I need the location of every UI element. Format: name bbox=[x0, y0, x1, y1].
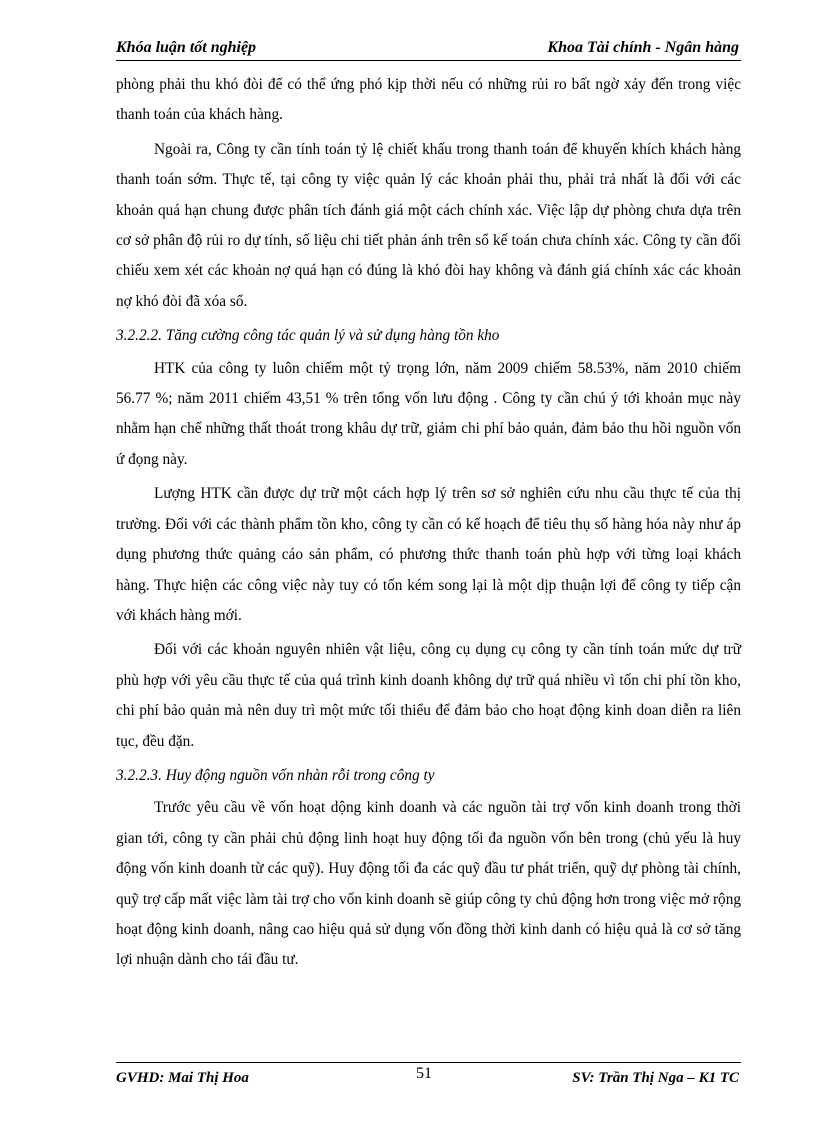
paragraph: Lượng HTK cần được dự trữ một cách hợp lý trên sơ sở nghiên cứu nhu cầu thực tế của thị trường. Đối với các thành phẩm tồn kho, công ty cần có kế hoạch để tiêu thụ số hàng hóa này như áp dụng phương thức quảng cáo sản phẩm, có phương thức thanh toán phù hợp với từng loại khách hàng. Thực hiện các công việc này tuy có tốn kém song lại là một dịp thuận lợi để công ty tiếp cận với khách hàng mới. bbox=[116, 485, 741, 624]
document-body bbox=[116, 70, 741, 976]
header-faculty: Khoa Tài chính - Ngân hàng bbox=[547, 39, 739, 56]
paragraph: Đối với các khoản nguyên nhiên vật liệu, công cụ dụng cụ công ty cần tính toán mức dự trữ phù hợp với yêu cầu thực tế của quá trình kinh doanh không dự trữ quá nhiều vì tốn chi phí tồn kho, chi phí bảo quản mà nên duy trì một mức tối thiểu để đảm bảo cho hoạt động kinh doan diễn ra liên tục, đều đặn. bbox=[116, 641, 741, 750]
section-heading: 3.2.2.3. Huy động nguồn vốn nhàn rỗi trong công ty bbox=[116, 766, 435, 784]
footer-supervisor: GVHD: Mai Thị Hoa bbox=[116, 1070, 249, 1086]
page-footer bbox=[116, 1062, 741, 1089]
paragraph: HTK của công ty luôn chiếm một tỷ trọng lớn, năm 2009 chiếm 58.53%, năm 2010 chiếm 56.77 %; năm 2011 chiếm 43,51 % trên tổng vốn lưu động . Công ty cần chú ý tới khoản mục này nhằm hạn chế những thất thoát trong khâu dự trữ, giảm chi phí bảo quản, đảm bảo thu hồi nguồn vốn ứ đọng này. bbox=[116, 359, 741, 468]
page-header bbox=[116, 38, 741, 61]
paragraph: phòng phải thu khó đòi để có thể ứng phó kịp thời nếu có những rủi ro bất ngờ xảy đến trong việc thanh toán của khách hàng. bbox=[116, 76, 741, 124]
page-number: 51 bbox=[416, 1065, 432, 1082]
paragraph: Ngoài ra, Công ty cần tính toán tỷ lệ chiết khấu trong thanh toán để khuyến khích khách hàng thanh toán sớm. Thực tế, tại công ty việc quản lý các khoản phải thu, phải trả nhất là đối với các khoản quá hạn chung được phân tích đánh giá một cách chính xác. Việc lập dự phòng chưa dựa trên cơ sở phân độ rủi ro dự tính, số liệu chi tiết phản ánh trên sổ kế toán chưa chính xác. Công ty cần đối chiếu xem xét các khoản nợ quá hạn có đúng là khó đòi hay không và đánh giá chính xác các khoản nợ khó đòi đã xóa sổ. bbox=[116, 140, 741, 310]
footer-student: SV: Trần Thị Nga – K1 TC bbox=[572, 1070, 739, 1086]
section-heading: 3.2.2.2. Tăng cường công tác quản lý và sử dụng hàng tồn kho bbox=[116, 327, 500, 345]
paragraph: Trước yêu cầu về vốn hoạt dộng kinh doanh và các nguồn tài trợ vốn kinh doanh trong thời gian tới, công ty cần phải chủ động linh hoạt huy động tối đa nguồn vốn bên trong (chủ yếu là huy động vốn kinh doanh từ các quỹ). Huy động tối đa các quỹ đầu tư phát triển, quỹ dự phòng tài chính, quỹ trợ cấp mất việc làm tài trợ cho vốn kinh doanh sẽ giúp công ty chủ động hơn trong việc mở rộng hoạt động kinh doanh, nâng cao hiệu quả sử dụng vốn đồng thời kinh danh có hiệu quả là cơ sở tăng lợi nhuận dành cho tái đầu tư. bbox=[116, 799, 741, 969]
header-thesis-title: Khóa luận tốt nghiệp bbox=[116, 39, 257, 56]
